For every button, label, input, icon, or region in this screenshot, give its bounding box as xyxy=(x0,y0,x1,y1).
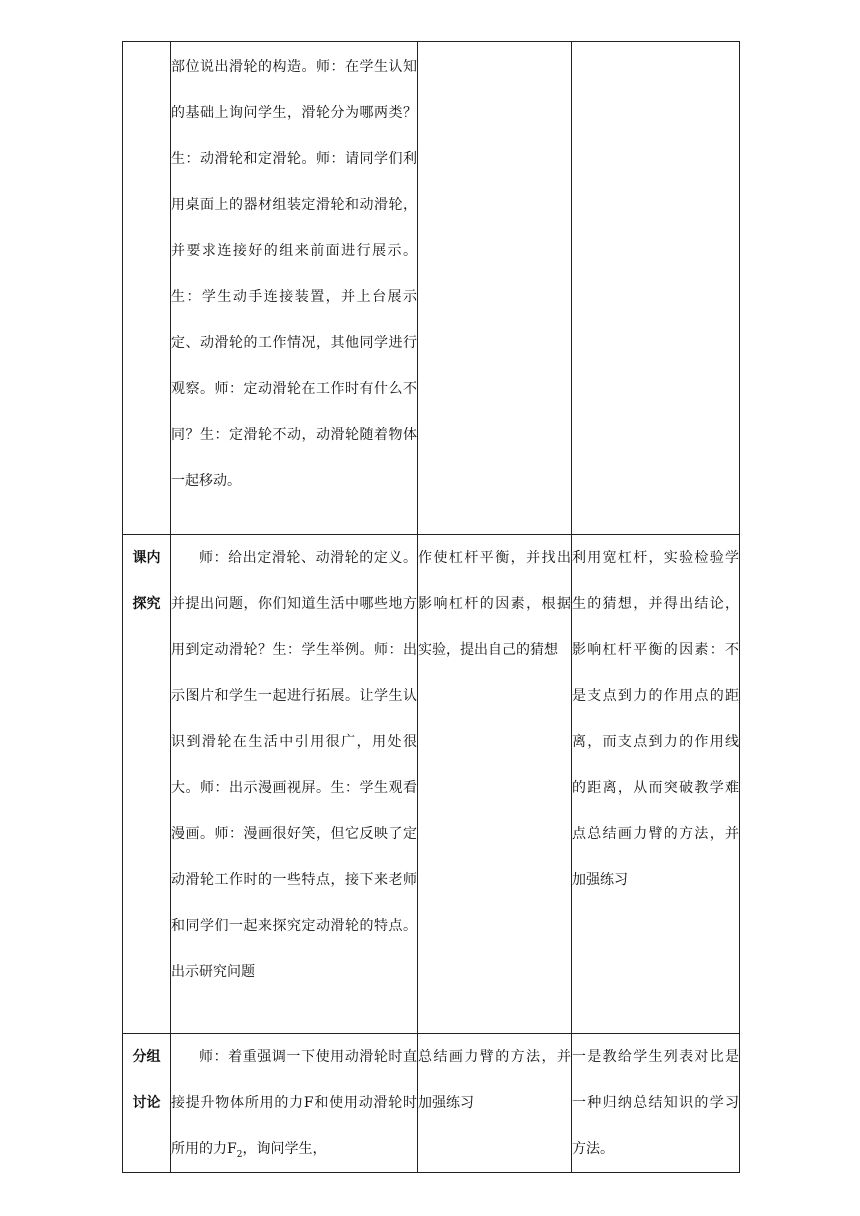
table-row xyxy=(123,1034,740,1173)
design-intent-text: 利用宽杠杆，实验检验学生的猜想，并得出结论，影响杠杆平衡的因素：不是支点到力的作用点的距离，而支点到力的作用线的距离，从而突破教学难点总结画力臂的方法，并加强练习 xyxy=(572,550,739,888)
teacher-activity-cell xyxy=(171,1034,418,1173)
student-activity-cell xyxy=(418,42,572,535)
stage-cell xyxy=(123,535,171,1034)
design-intent-cell xyxy=(572,42,740,535)
stage-label: 课内 xyxy=(132,550,161,566)
student-activity-cell xyxy=(418,535,572,1034)
stage-label: 分组 xyxy=(132,1049,161,1065)
teacher-activity-text: 部位说出滑轮的构造。师：在学生认知的基础上询问学生，滑轮分为哪两类？生：动滑轮和定滑轮。师：请同学们利用桌面上的器材组装定滑轮和动滑轮，并要求连接好的组来前面进行展示。生：学生动手连接装置，并上台展示定、动滑轮的工作情况，其他同学进行观察。师：定动滑轮在工作时有什么不同？生：定滑轮不动，动滑轮随着物体一起移动。 xyxy=(171,59,417,489)
design-intent-cell xyxy=(572,1034,740,1173)
student-activity-text: 总结画力臂的方法，并加强练习 xyxy=(418,1049,571,1111)
student-activity-cell xyxy=(418,1034,572,1173)
teacher-activity-cell xyxy=(171,535,418,1034)
stage-label: 探究 xyxy=(132,596,161,612)
stage-cell xyxy=(123,1034,171,1173)
design-intent-text: 一是教给学生列表对比是一种归纳总结知识的学习方法。 xyxy=(572,1049,739,1157)
lesson-plan-table xyxy=(122,41,740,1173)
teacher-activity-cell xyxy=(171,42,418,535)
teacher-activity-text: 师：着重强调一下使用动滑轮时直接提升物体所用的力F和使用动滑轮时所用的力$F_2$，询问学生， xyxy=(171,1049,417,1160)
teacher-activity-text: 师：给出定滑轮、动滑轮的定义。并提出问题，你们知道生活中哪些地方用到定动滑轮？生：学生举例。师：出示图片和学生一起进行拓展。让学生认识到滑轮在生活中引用很广，用处很大。师：出示漫画视屏。生：学生观看漫画。师：漫画很好笑，但它反映了定动滑轮工作时的一些特点，接下来老师和同学们一起来探究定动滑轮的特点。出示研究问题 xyxy=(171,550,417,980)
table-row xyxy=(123,535,740,1034)
student-activity-text: 作使杠杆平衡，并找出影响杠杆的因素，根据实验，提出自己的猜想 xyxy=(418,550,571,658)
stage-label: 讨论 xyxy=(132,1095,161,1111)
design-intent-cell xyxy=(572,535,740,1034)
table-row xyxy=(123,42,740,535)
stage-cell xyxy=(123,42,171,535)
